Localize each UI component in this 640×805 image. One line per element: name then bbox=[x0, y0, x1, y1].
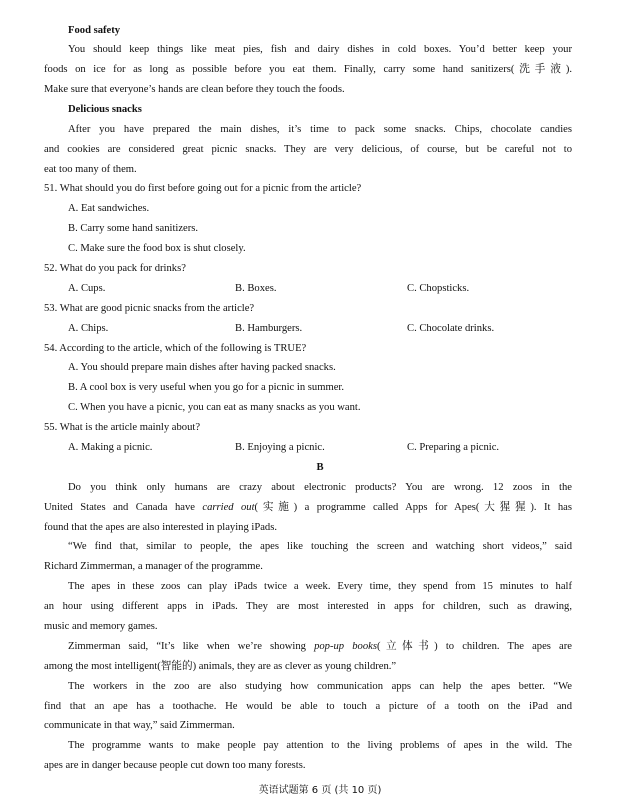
option-54-b: B. A cool box is very useful when you go for a picnic in summer. bbox=[68, 382, 344, 393]
italic-phrase: carried out bbox=[202, 502, 255, 513]
text-run: (立体书) to children. The apes are bbox=[376, 641, 572, 652]
option-54-a: A. You should prepare main dishes after having packed snacks. bbox=[68, 362, 336, 373]
option-54-c: C. When you have a picnic, you can eat as many snacks as you want. bbox=[68, 402, 361, 413]
italic-phrase: pop-up books bbox=[314, 641, 377, 652]
paragraph-line: You should keep things like meat pies, fish and dairy dishes in cold boxes. You’d better keep your bbox=[68, 44, 572, 55]
text-run: Zimmerman said, “It’s like when we’re showing bbox=[68, 641, 315, 652]
option-53-c: C. Chocolate drinks. bbox=[407, 323, 495, 334]
paragraph-line: foods on ice for as long as possible before you eat them. Finally, carry some hand sanitizers(洗手液). bbox=[44, 64, 572, 75]
section-heading-food-safety: Food safety bbox=[68, 25, 121, 36]
paragraph-line: music and memory games. bbox=[44, 621, 158, 632]
paragraph-line: The workers in the zoo are also studying how communication apps can help the apes better. “We bbox=[68, 681, 572, 692]
paragraph-line: find that an ape has a toothache. He would be able to touch a picture of a tooth on the iPad and bbox=[44, 701, 572, 712]
text-run: United States and Canada have bbox=[44, 502, 203, 513]
paragraph-line: Make sure that everyone’s hands are clean before they touch the foods. bbox=[44, 84, 345, 95]
passage-label: B bbox=[316, 462, 324, 473]
question-stem-51: 51. What should you do first before going out for a picnic from the article? bbox=[44, 183, 362, 194]
paragraph-line: an hour using different apps in iPads. They are most interested in apps for children, such as drawing, bbox=[44, 601, 572, 612]
paragraph-line bbox=[44, 501, 572, 515]
option-51-b: B. Carry some hand sanitizers. bbox=[68, 223, 199, 234]
option-55-c: C. Preparing a picnic. bbox=[407, 442, 500, 453]
paragraph-line bbox=[68, 640, 572, 654]
option-52-c: C. Chopsticks. bbox=[407, 283, 470, 294]
paragraph-line: found that the apes are also interested in playing iPads. bbox=[44, 522, 278, 533]
paragraph-line: and cookies are considered great picnic snacks. They are very delicious, of course, but be careful not to bbox=[44, 144, 572, 155]
option-55-a: A. Making a picnic. bbox=[68, 442, 153, 453]
section-heading-delicious-snacks: Delicious snacks bbox=[68, 104, 142, 115]
paragraph-line: communicate in that way,” said Zimmerman. bbox=[44, 720, 235, 731]
paragraph-line: After you have prepared the main dishes, it’s time to pack some snacks. Chips, chocolate candies bbox=[68, 124, 572, 135]
paragraph-line: among the most intelligent(智能的) animals, they are as clever as young children.” bbox=[44, 661, 397, 672]
option-53-b: B. Hamburgers. bbox=[235, 323, 303, 334]
question-stem-54: 54. According to the article, which of the following is TRUE? bbox=[44, 343, 307, 354]
question-stem-55: 55. What is the article mainly about? bbox=[44, 422, 201, 433]
paragraph-line: The apes in these zoos can play iPads twice a week. Every time, they spend from 15 minutes to half bbox=[68, 581, 572, 592]
paragraph-line: Richard Zimmerman, a manager of the programme. bbox=[44, 561, 263, 572]
paragraph-line: eat too many of them. bbox=[44, 164, 137, 175]
page-footer: 英语试题第 6 页 (共 10 页) bbox=[258, 785, 382, 796]
option-51-a: A. Eat sandwiches. bbox=[68, 203, 150, 214]
option-52-b: B. Boxes. bbox=[235, 283, 277, 294]
option-55-b: B. Enjoying a picnic. bbox=[235, 442, 325, 453]
text-run: (实施) a programme called Apps for Apes(大猩猩). It has bbox=[254, 502, 572, 513]
paragraph-line: The programme wants to make people pay attention to the living problems of apes in the wild. The bbox=[68, 740, 572, 751]
option-51-c: C. Make sure the food box is shut closely. bbox=[68, 243, 246, 254]
question-stem-53: 53. What are good picnic snacks from the article? bbox=[44, 303, 255, 314]
paragraph-line: “We find that, similar to people, the apes like touching the screen and watching short videos,” said bbox=[68, 541, 572, 552]
paragraph-line: Do you think only humans are crazy about electronic products? You are wrong. 12 zoos in the bbox=[68, 482, 572, 493]
option-52-a: A. Cups. bbox=[68, 283, 106, 294]
option-53-a: A. Chips. bbox=[68, 323, 109, 334]
paragraph-line: apes are in danger because people cut down too many forests. bbox=[44, 760, 306, 771]
question-stem-52: 52. What do you pack for drinks? bbox=[44, 263, 186, 274]
